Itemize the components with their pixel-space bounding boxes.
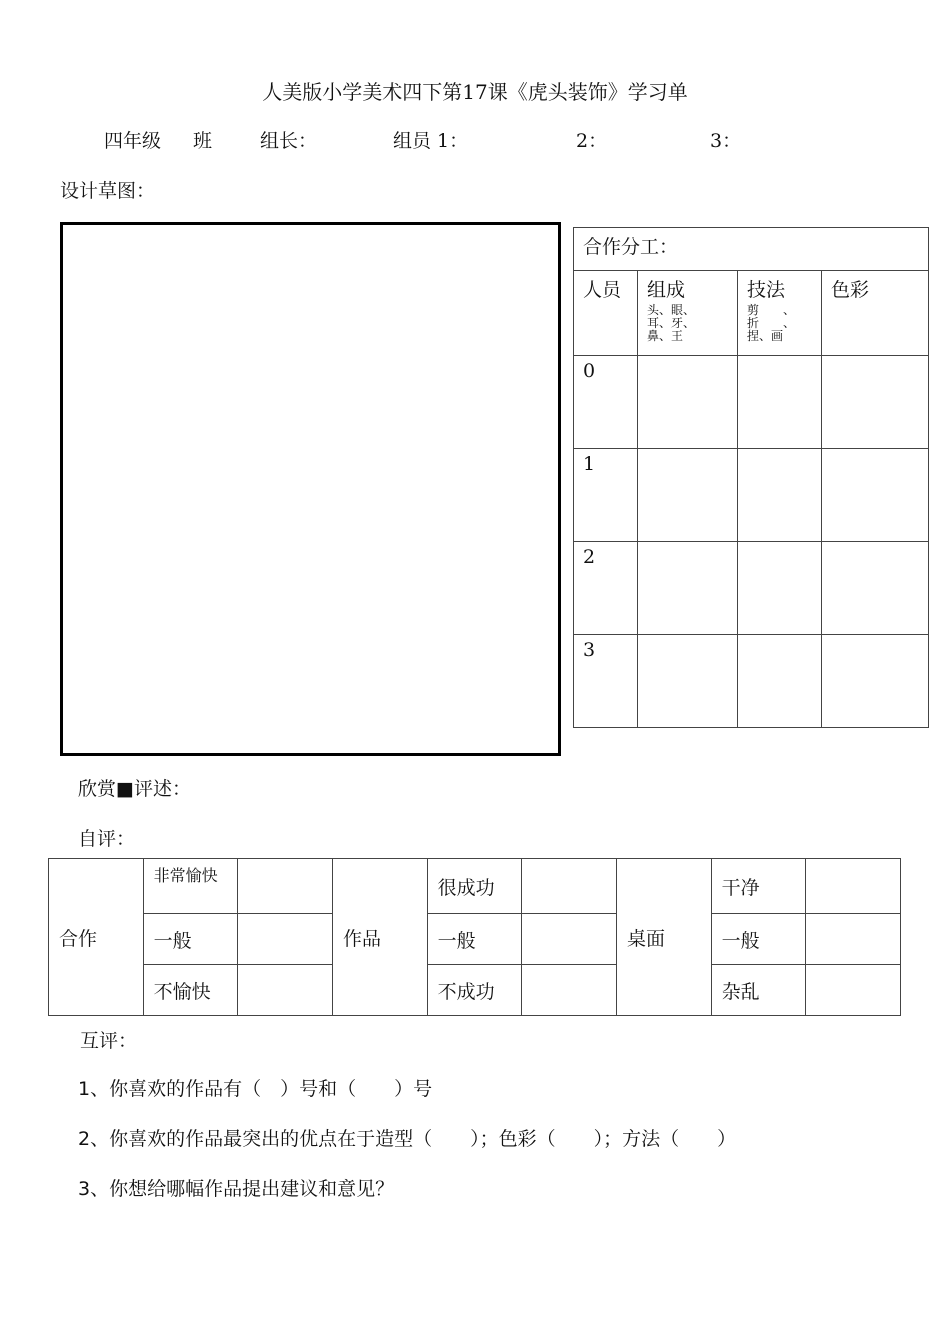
eval-checkbox[interactable] bbox=[522, 859, 617, 914]
eval-option: 一般 bbox=[143, 914, 238, 965]
eval-option: 不成功 bbox=[427, 965, 522, 1016]
eval-checkbox[interactable] bbox=[806, 965, 901, 1016]
coop-header-compose bbox=[638, 271, 738, 356]
appreciation-label: 欣赏■评述： bbox=[78, 778, 191, 800]
coop-cell[interactable] bbox=[638, 635, 738, 728]
eval-checkbox[interactable] bbox=[806, 914, 901, 965]
coop-cell[interactable] bbox=[638, 542, 738, 635]
coop-header-technique bbox=[738, 271, 822, 356]
cooperation-table bbox=[573, 227, 929, 728]
eval-checkbox[interactable] bbox=[238, 914, 333, 965]
member1-label: 组员 1： bbox=[393, 130, 469, 152]
leader-label: 组长： bbox=[260, 130, 318, 152]
coop-title: 合作分工： bbox=[574, 228, 929, 271]
coop-row-number: 3 bbox=[574, 635, 638, 728]
technique-sub-line: 捏、画 bbox=[747, 329, 784, 343]
eval-checkbox[interactable] bbox=[238, 965, 333, 1016]
coop-cell[interactable] bbox=[822, 449, 929, 542]
eval-checkbox[interactable] bbox=[522, 965, 617, 1016]
coop-cell[interactable] bbox=[738, 449, 822, 542]
eval-option: 杂乱 bbox=[711, 965, 806, 1016]
eval-checkbox[interactable] bbox=[522, 914, 617, 965]
eval-desk-label: 桌面 bbox=[616, 859, 711, 1016]
eval-option: 一般 bbox=[711, 914, 806, 965]
sketch-area[interactable] bbox=[60, 222, 561, 756]
eval-checkbox[interactable] bbox=[238, 859, 333, 914]
coop-cell[interactable] bbox=[822, 635, 929, 728]
eval-work-label: 作品 bbox=[332, 859, 427, 1016]
technique-sub-line: 剪 、 bbox=[747, 303, 796, 317]
question-1: 1、你喜欢的作品有（ ）号和（ ）号 bbox=[78, 1078, 433, 1100]
eval-option: 一般 bbox=[427, 914, 522, 965]
question-2: 2、你喜欢的作品最突出的优点在于造型（ ）；色彩（ ）；方法（ ） bbox=[78, 1128, 737, 1150]
coop-cell[interactable] bbox=[638, 449, 738, 542]
eval-checkbox[interactable] bbox=[806, 859, 901, 914]
coop-header-technique-label: 技法 bbox=[747, 279, 786, 301]
class-label: 班 bbox=[193, 130, 213, 152]
question-3: 3、你想给哪幅作品提出建议和意见？ bbox=[78, 1178, 395, 1200]
compose-sub-line: 鼻、王 bbox=[647, 329, 684, 343]
eval-option: 干净 bbox=[711, 859, 806, 914]
coop-cell[interactable] bbox=[738, 356, 822, 449]
sketch-label: 设计草图： bbox=[60, 180, 156, 202]
coop-header-color: 色彩 bbox=[822, 271, 929, 356]
compose-sub-line: 耳、牙、 bbox=[647, 316, 696, 330]
coop-cell[interactable] bbox=[738, 635, 822, 728]
coop-header-person: 人员 bbox=[574, 271, 638, 356]
eval-cooperation-label: 合作 bbox=[49, 859, 144, 1016]
eval-option: 很成功 bbox=[427, 859, 522, 914]
page-title: 人美版小学美术四下第17课《虎头装饰》学习单 bbox=[262, 80, 688, 104]
coop-cell[interactable] bbox=[822, 356, 929, 449]
coop-row-number: 0 bbox=[574, 356, 638, 449]
peer-eval-label: 互评： bbox=[80, 1030, 138, 1052]
eval-option: 非常愉快 bbox=[143, 859, 238, 914]
coop-cell[interactable] bbox=[638, 356, 738, 449]
compose-sub-line: 头、眼、 bbox=[647, 303, 696, 317]
coop-cell[interactable] bbox=[822, 542, 929, 635]
coop-cell[interactable] bbox=[738, 542, 822, 635]
eval-option: 不愉快 bbox=[143, 965, 238, 1016]
member3-label: 3： bbox=[710, 130, 742, 152]
self-eval-label: 自评： bbox=[78, 828, 136, 850]
coop-row-number: 1 bbox=[574, 449, 638, 542]
coop-row-number: 2 bbox=[574, 542, 638, 635]
member2-label: 2： bbox=[576, 130, 608, 152]
self-eval-table bbox=[48, 858, 901, 1016]
technique-sub-line: 折 、 bbox=[747, 316, 796, 330]
coop-header-compose-label: 组成 bbox=[647, 279, 686, 301]
grade-label: 四年级 bbox=[104, 130, 162, 152]
